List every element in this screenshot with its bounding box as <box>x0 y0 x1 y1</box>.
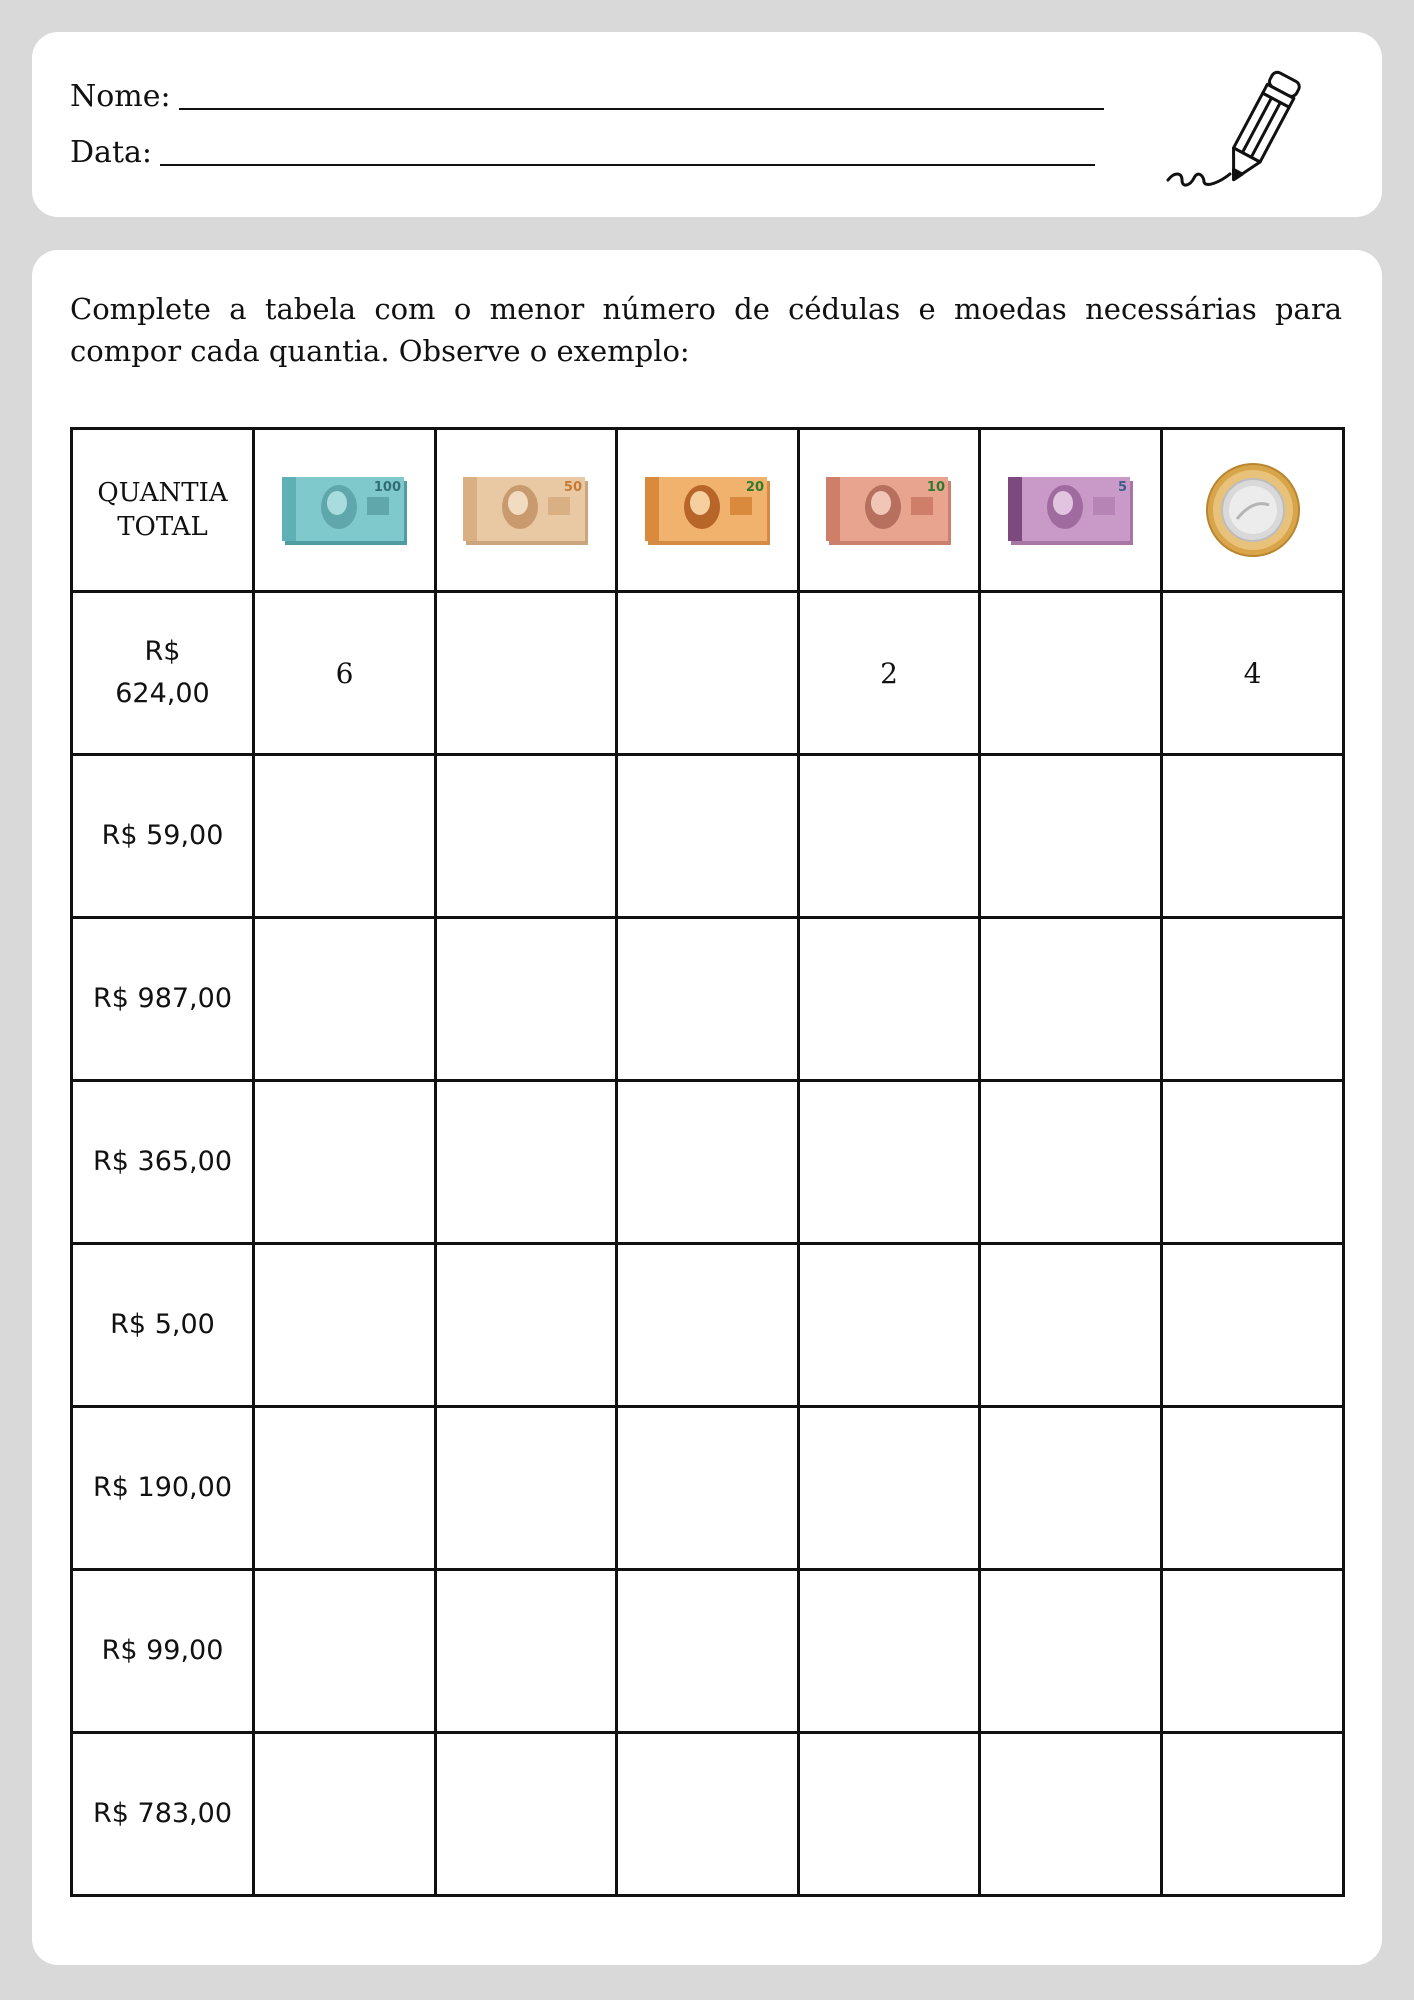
answer-cell[interactable] <box>980 1244 1162 1407</box>
table-row <box>72 1244 1344 1407</box>
banknote-100-value: 100 <box>373 480 401 495</box>
answer-cell[interactable] <box>436 1244 617 1407</box>
answer-cell[interactable]: 6 <box>254 592 436 755</box>
header-note-5 <box>980 429 1162 592</box>
answer-cell[interactable] <box>254 1244 436 1407</box>
amount-text: R$ 365,00 <box>93 1146 232 1177</box>
answer-cell[interactable] <box>617 1733 799 1896</box>
amount-text: R$ 190,00 <box>93 1472 232 1503</box>
header-note-50 <box>436 429 617 592</box>
answer-cell[interactable] <box>1162 918 1344 1081</box>
name-underline[interactable] <box>179 108 1104 110</box>
answer-cell[interactable] <box>980 1570 1162 1733</box>
amount-cell <box>72 592 254 755</box>
amount-text: R$ 99,00 <box>101 1635 224 1666</box>
pencil-icon <box>1164 62 1304 202</box>
answer-cell[interactable] <box>617 1244 799 1407</box>
answer-cell[interactable]: 2 <box>799 592 980 755</box>
answer-cell[interactable] <box>799 1407 980 1570</box>
answer-cell[interactable] <box>1162 1081 1344 1244</box>
date-underline[interactable] <box>160 164 1095 166</box>
header-coin-1 <box>1162 429 1344 592</box>
answer-cell[interactable] <box>617 1081 799 1244</box>
amount-cell <box>72 918 254 1081</box>
amount-cell <box>72 755 254 918</box>
banknote-100-icon <box>279 471 411 549</box>
answer-cell[interactable] <box>436 592 617 755</box>
answer-cell[interactable] <box>1162 755 1344 918</box>
table-row <box>72 1081 1344 1244</box>
amount-cell <box>72 1244 254 1407</box>
amount-text: R$ 987,00 <box>93 983 232 1014</box>
total-amount-header-text: QUANTIA TOTAL <box>97 478 228 542</box>
answer-cell[interactable] <box>436 755 617 918</box>
answer-cell[interactable] <box>799 1081 980 1244</box>
header-note-100 <box>254 429 436 592</box>
date-field[interactable] <box>70 136 1095 170</box>
banknote-10-value: 10 <box>926 480 945 495</box>
date-label: Data: <box>70 135 152 170</box>
answer-cell[interactable] <box>799 1244 980 1407</box>
coin-1-real-icon <box>1204 461 1302 559</box>
instructions-text: Complete a tabela com o menor número de cédulas e moedas necessárias para compor cada quantia. Observe o exemplo: <box>70 292 1342 368</box>
amount-text: R$ 783,00 <box>93 1798 232 1829</box>
amount-text: R$ 624,00 <box>115 636 210 709</box>
answer-cell[interactable] <box>436 1081 617 1244</box>
answer-cell[interactable] <box>980 1407 1162 1570</box>
table-row <box>72 918 1344 1081</box>
total-amount-header <box>72 429 254 592</box>
answer-cell[interactable] <box>799 918 980 1081</box>
answer-cell[interactable] <box>617 918 799 1081</box>
answer-cell[interactable] <box>254 755 436 918</box>
answer-cell[interactable] <box>436 1407 617 1570</box>
answer-cell[interactable] <box>617 1570 799 1733</box>
answer-cell[interactable] <box>799 1733 980 1896</box>
answer-cell[interactable] <box>617 592 799 755</box>
banknote-10-icon <box>823 471 955 549</box>
money-table <box>70 427 1345 1897</box>
banknote-20-value: 20 <box>745 480 764 495</box>
answer-cell[interactable] <box>1162 1570 1344 1733</box>
name-label: Nome: <box>70 79 171 114</box>
amount-cell <box>72 1733 254 1896</box>
answer-cell[interactable] <box>436 918 617 1081</box>
worksheet-card <box>32 250 1382 1965</box>
header-note-10 <box>799 429 980 592</box>
amount-text: R$ 59,00 <box>101 820 224 851</box>
answer-cell[interactable] <box>980 755 1162 918</box>
answer-cell[interactable] <box>980 1081 1162 1244</box>
table-row <box>72 755 1344 918</box>
answer-cell[interactable] <box>980 1733 1162 1896</box>
answer-cell[interactable] <box>980 592 1162 755</box>
table-header-row <box>72 429 1344 592</box>
answer-cell[interactable] <box>1162 1407 1344 1570</box>
amount-text: R$ 5,00 <box>110 1309 215 1340</box>
banknote-5-value: 5 <box>1117 480 1127 495</box>
table-row <box>72 1733 1344 1896</box>
name-field[interactable] <box>70 80 1104 114</box>
answer-cell[interactable] <box>1162 1244 1344 1407</box>
answer-cell[interactable]: 4 <box>1162 592 1344 755</box>
table-row <box>72 1570 1344 1733</box>
table-row <box>72 592 1344 755</box>
answer-cell[interactable] <box>617 755 799 918</box>
banknote-50-icon <box>460 471 592 549</box>
answer-cell[interactable] <box>254 1733 436 1896</box>
answer-cell[interactable] <box>254 1081 436 1244</box>
answer-cell[interactable] <box>436 1733 617 1896</box>
answer-cell[interactable] <box>254 1570 436 1733</box>
header-note-20 <box>617 429 799 592</box>
answer-cell[interactable] <box>1162 1733 1344 1896</box>
answer-cell[interactable] <box>980 918 1162 1081</box>
answer-cell[interactable] <box>254 918 436 1081</box>
answer-cell[interactable] <box>799 755 980 918</box>
header-card <box>32 32 1382 217</box>
answer-cell[interactable] <box>799 1570 980 1733</box>
amount-cell <box>72 1407 254 1570</box>
banknote-50-value: 50 <box>563 480 582 495</box>
banknote-5-icon <box>1005 471 1137 549</box>
amount-cell <box>72 1570 254 1733</box>
table-row <box>72 1407 1344 1570</box>
answer-cell[interactable] <box>436 1570 617 1733</box>
amount-cell <box>72 1081 254 1244</box>
answer-cell[interactable] <box>254 1407 436 1570</box>
banknote-20-icon <box>642 471 774 549</box>
answer-cell[interactable] <box>617 1407 799 1570</box>
